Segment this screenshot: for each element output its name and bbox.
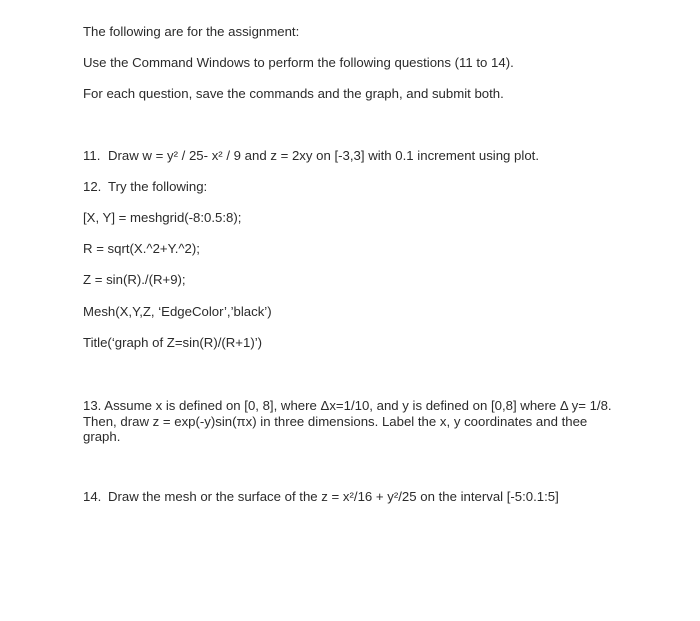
question-12-text: Try the following: bbox=[108, 179, 208, 194]
question-14-text: Draw the mesh or the surface of the z = x²/16 + y²/25 on the interval [-5:0.1:5] bbox=[108, 489, 559, 504]
code-line-3: Z = sin(R)./(R+9); bbox=[83, 272, 186, 287]
question-14 bbox=[83, 489, 559, 505]
question-13: 13. Assume x is defined on [0, 8], where Δx=1/10, and y is defined on [0,8] where Δ y= 1/8. Then, draw z = exp(-y)sin(πx) in three dimensions. Label the x, y coordinates and thee graph. bbox=[83, 398, 612, 444]
code-line-4: Mesh(X,Y,Z, ‘EdgeColor’,’black’) bbox=[83, 304, 272, 319]
intro-line-1: The following are for the assignment: bbox=[83, 24, 300, 39]
question-11-text: Draw w = y² / 25- x² / 9 and z = 2xy on [-3,3] with 0.1 increment using plot. bbox=[108, 148, 539, 163]
intro-line-3: For each question, save the commands and the graph, and submit both. bbox=[83, 86, 504, 101]
question-12 bbox=[83, 179, 207, 195]
question-11 bbox=[83, 148, 539, 164]
code-line-5: Title(‘graph of Z=sin(R)/(R+1)’) bbox=[83, 335, 263, 350]
code-line-2: R = sqrt(X.^2+Y.^2); bbox=[83, 241, 200, 256]
question-11-number: 11. bbox=[83, 148, 101, 163]
question-14-number: 14. bbox=[83, 489, 102, 504]
intro-line-2: Use the Command Windows to perform the following questions (11 to 14). bbox=[83, 55, 514, 70]
question-12-number: 12. bbox=[83, 179, 102, 194]
code-line-1: [X, Y] = meshgrid(-8:0.5:8); bbox=[83, 210, 242, 225]
